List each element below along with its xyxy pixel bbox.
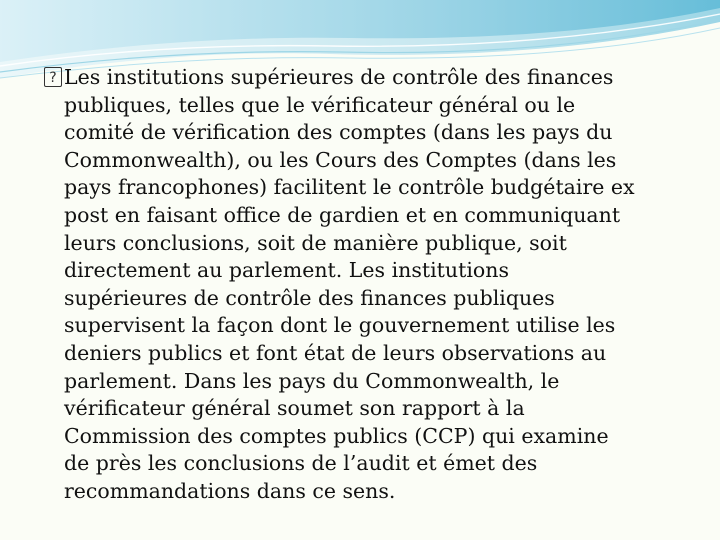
body-text [44, 64, 684, 506]
text-line: Commonwealth), ou les Cours des Comptes (dans les [64, 147, 617, 172]
bullet-paragraph [44, 64, 684, 92]
text-line: recommandations dans ce sens. [64, 478, 396, 503]
text-line: vérificateur général soumet son rapport à la [64, 396, 525, 421]
text-line: leurs conclusions, soit de manière publique, soit [64, 230, 567, 255]
text-line: pays francophones) facilitent le contrôle budgétaire ex [64, 175, 635, 200]
text-line: parlement. Dans les pays du Commonwealth, le [64, 368, 560, 393]
text-line: de près les conclusions de l’audit et émet des [64, 451, 538, 476]
text-line: deniers publics et font état de leurs observations au [64, 340, 607, 365]
text-line: supérieures de contrôle des finances publiques [64, 285, 555, 310]
text-line: directement au parlement. Les institutions [64, 258, 509, 283]
text-line: comité de vérification des comptes (dans les pays du [64, 120, 613, 145]
paragraph [64, 64, 613, 92]
text-line: post en faisant office de gardien et en communiquant [64, 202, 621, 227]
text-line: supervisent la façon dont le gouvernement utilise les [64, 313, 616, 338]
replacement-character-icon [44, 67, 62, 87]
text-line: publiques, telles que le vérificateur général ou le [64, 92, 576, 117]
text-line: Commission des comptes publics (CCP) qui examine [64, 423, 609, 448]
text-line: Les institutions supérieures de contrôle des finances [64, 65, 614, 89]
paragraph-continuation [44, 92, 684, 506]
